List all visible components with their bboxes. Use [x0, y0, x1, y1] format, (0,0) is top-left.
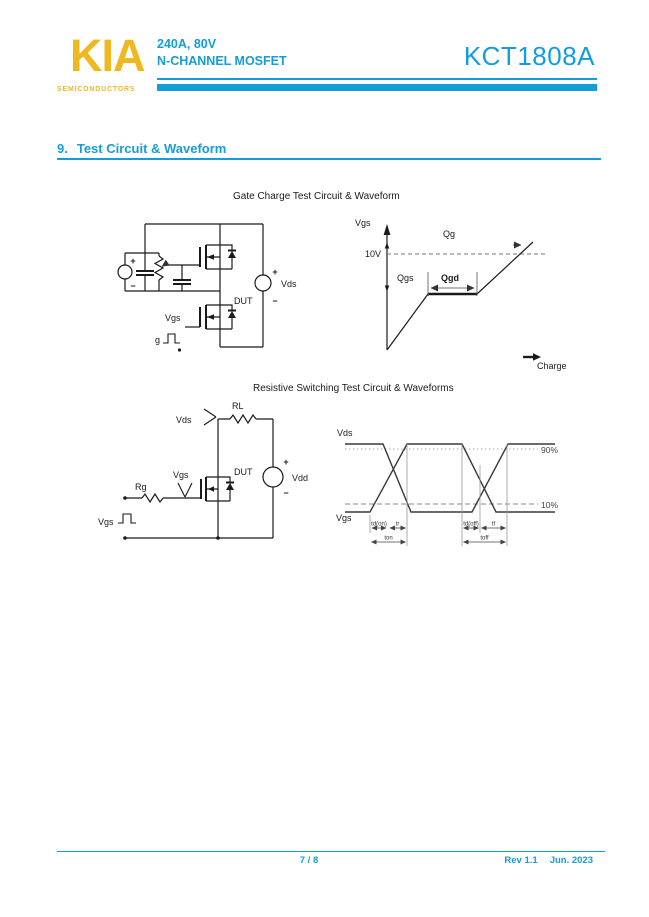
gate-charge-figure-title: Gate Charge Test Circuit & Waveform [233, 191, 400, 202]
y-axis [384, 224, 391, 350]
switching-waveform-figure [330, 420, 580, 555]
gate-pulse-label: g [155, 335, 161, 345]
footer-rule [57, 851, 605, 852]
input-pulse-label: Vgs [98, 517, 114, 527]
kia-logo: KIA [70, 30, 145, 81]
load-resistor-icon [230, 415, 256, 423]
cap-plus-label: + [130, 256, 136, 266]
capacitor2-icon [173, 280, 191, 284]
vds-source-icon [255, 275, 271, 291]
supply-plus-label: + [272, 267, 278, 277]
gate-charge-circuit-figure [105, 212, 315, 362]
gate-resistor-icon [142, 494, 163, 502]
potentiometer-icon [155, 256, 167, 280]
qg-label: Qg [443, 229, 456, 239]
load-resistor-label: RL [232, 401, 244, 411]
header-rule-thin [157, 78, 597, 80]
footer-page-number: 7 / 8 [299, 855, 319, 866]
x-axis-label: Charge [537, 361, 567, 371]
ton-label: ton [384, 535, 393, 542]
vds-trace [345, 444, 555, 512]
supply-name-label: Vdd [292, 473, 309, 483]
vdd-source-icon [263, 467, 283, 487]
threshold-label: 10V [364, 249, 381, 259]
vds-trace-label: Vds [337, 428, 353, 438]
gate-vgs-label: Vgs [165, 313, 181, 323]
qgd-label: Qgd [441, 273, 459, 283]
drain-probe-label: Vds [176, 415, 192, 425]
gate-charge-waveform-figure [335, 210, 580, 375]
revision-label: Rev 1.1 [504, 855, 538, 866]
dut-label: DUT [234, 467, 253, 477]
part-number: KCT1808A [463, 41, 595, 71]
supply-plus-label: + [283, 457, 289, 467]
switching-circuit-figure [90, 398, 325, 548]
gate-probe-label: Vgs [173, 470, 189, 480]
vgs-trace-label: Vgs [336, 513, 352, 523]
input-pulse-icon [118, 514, 136, 523]
measure-verticals [370, 444, 507, 546]
supply-minus-label: − [283, 488, 289, 498]
junction-dots [123, 496, 220, 540]
supply-minus-label: − [272, 296, 278, 306]
upper-mosfet-symbol [200, 245, 236, 269]
section-underline [57, 158, 601, 160]
charge-axis-arrow-icon [523, 353, 541, 361]
body-diode-icon [218, 477, 234, 501]
td-off-label: td(off) [463, 521, 479, 528]
supply-name-label: Vds [281, 279, 297, 289]
tr-label: tr [395, 521, 400, 528]
device-rating [157, 36, 287, 70]
y-axis-label: Vgs [355, 218, 371, 228]
logo-subtext: SEMICONDUCTORS [57, 86, 136, 93]
revision-date: Jun. 2023 [549, 855, 593, 866]
gate-resistor-label: Rg [135, 482, 147, 492]
vgs-trace [345, 444, 555, 512]
vgs-probe-icon [178, 483, 192, 497]
section-title: Test Circuit & Waveform [76, 141, 227, 156]
gate-pulse-icon [163, 334, 181, 352]
wire-segments [125, 419, 273, 538]
cap-minus-label: − [130, 281, 136, 291]
dut-label: DUT [234, 296, 253, 306]
capacitor-icon [136, 271, 154, 275]
header-rule-thick [157, 84, 597, 91]
toff-label: toff [480, 535, 489, 542]
rating-line: 240A, 80V [157, 37, 217, 51]
device-type: N-CHANNEL MOSFET [157, 54, 287, 68]
body-diode-icon [220, 305, 236, 329]
qgs-label: Qgs [397, 273, 414, 283]
level-10-label: 10% [541, 500, 559, 510]
tf-label: tf [491, 521, 496, 528]
vds-probe-icon [204, 409, 216, 425]
wire-segments [125, 224, 263, 347]
dc-source-icon [118, 265, 132, 279]
footer-revision [504, 855, 593, 866]
section-number: 9. [57, 141, 68, 156]
level-90-label: 90% [541, 445, 559, 455]
td-on-label: td(on) [371, 521, 387, 528]
section-heading [57, 141, 226, 156]
switching-figure-title: Resistive Switching Test Circuit & Waveforms [253, 383, 454, 394]
body-diode-icon [220, 245, 236, 269]
dut-mosfet-symbol [200, 305, 236, 329]
vgs-charge-curve [387, 242, 533, 350]
